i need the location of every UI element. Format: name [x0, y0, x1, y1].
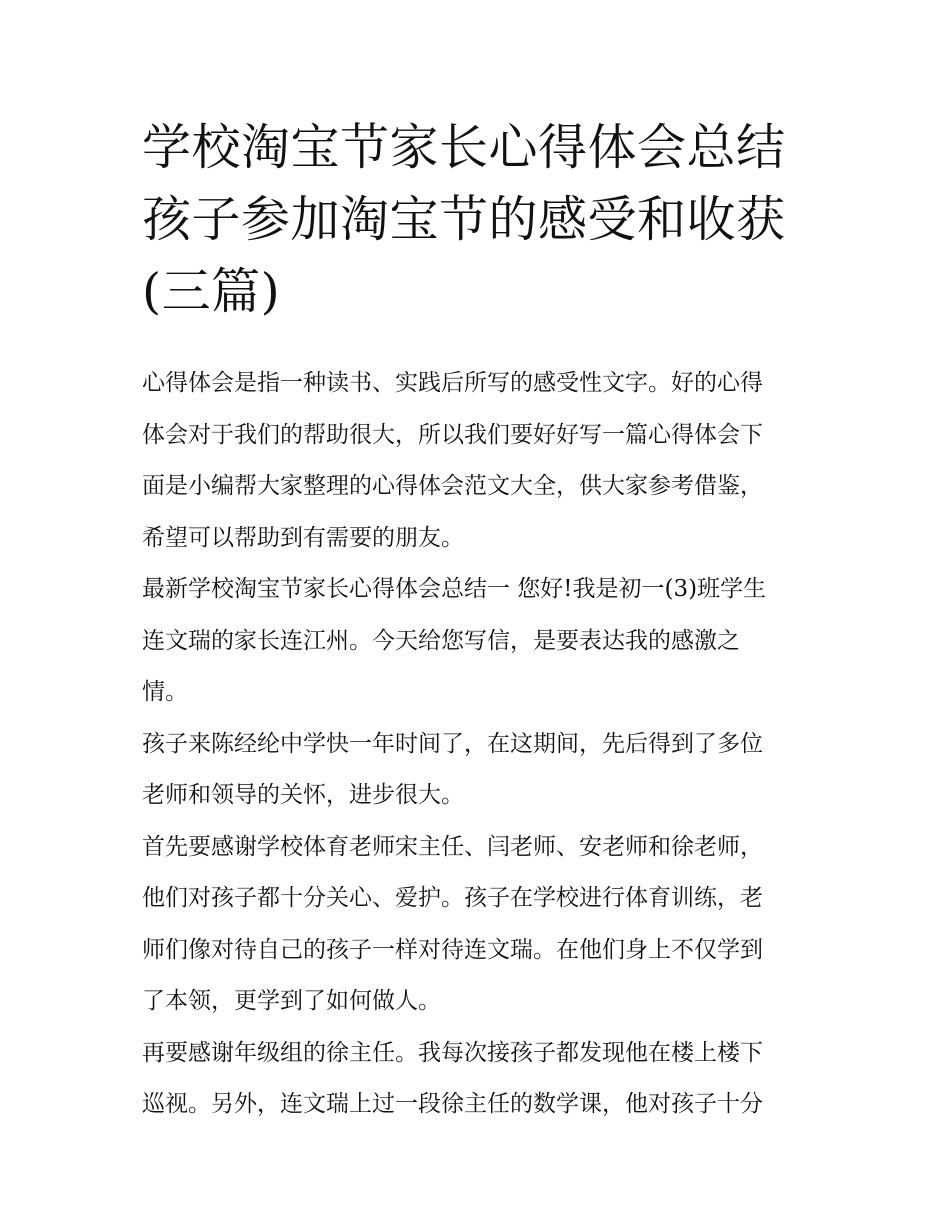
- document-title: [142, 112, 822, 328]
- text-line: 首先要感谢学校体育老师宋主任、闫老师、安老师和徐老师，: [142, 833, 763, 860]
- title-line: (三篇): [142, 263, 281, 320]
- text-line: 心得体会是指一种读书、实践后所写的感受性文字。好的心得: [142, 370, 763, 396]
- paragraph-letter-opening: [142, 564, 822, 719]
- paragraph-thanks-director: [142, 1028, 822, 1131]
- text-line: 面是小编帮大家整理的心得体会范文大全，供大家参考借鉴，: [142, 473, 763, 499]
- text-line: 希望可以帮助到有需要的朋友。: [142, 524, 464, 551]
- text-line: 师们像对待自己的孩子一样对待连文瑞。在他们身上不仅学到: [142, 936, 763, 963]
- text-line: 最新学校淘宝节家长心得体会总结一 您好!我是初一(3)班学生: [142, 576, 767, 602]
- title-line: 学校淘宝节家长心得体会总结: [142, 119, 786, 176]
- text-line: 再要感谢年级组的徐主任。我每次接孩子都发现他在楼上楼下: [142, 1039, 763, 1066]
- title-line: 孩子参加淘宝节的感受和收获: [142, 191, 786, 248]
- paragraph-thanks-pe-teachers: [142, 822, 822, 1028]
- text-line: 巡视。另外，连文瑞上过一段徐主任的数学课，他对孩子十分: [142, 1091, 763, 1117]
- text-line: 体会对于我们的帮助很大，所以我们要好好写一篇心得体会下: [142, 421, 763, 448]
- paragraph-progress: [142, 719, 822, 822]
- text-line: 孩子来陈经纶中学快一年时间了，在这期间，先后得到了多位: [142, 730, 763, 757]
- paragraph-intro: [142, 358, 822, 564]
- text-line: 情。: [142, 679, 188, 705]
- text-line: 老师和领导的关怀，进步很大。: [142, 782, 464, 808]
- text-line: 连文瑞的家长连江州。今天给您写信，是要表达我的感激之: [142, 627, 740, 654]
- text-line: 了本领，更学到了如何做人。: [142, 988, 441, 1014]
- document-body: [142, 358, 822, 1131]
- text-line: 他们对孩子都十分关心、爱护。孩子在学校进行体育训练，老: [142, 885, 763, 911]
